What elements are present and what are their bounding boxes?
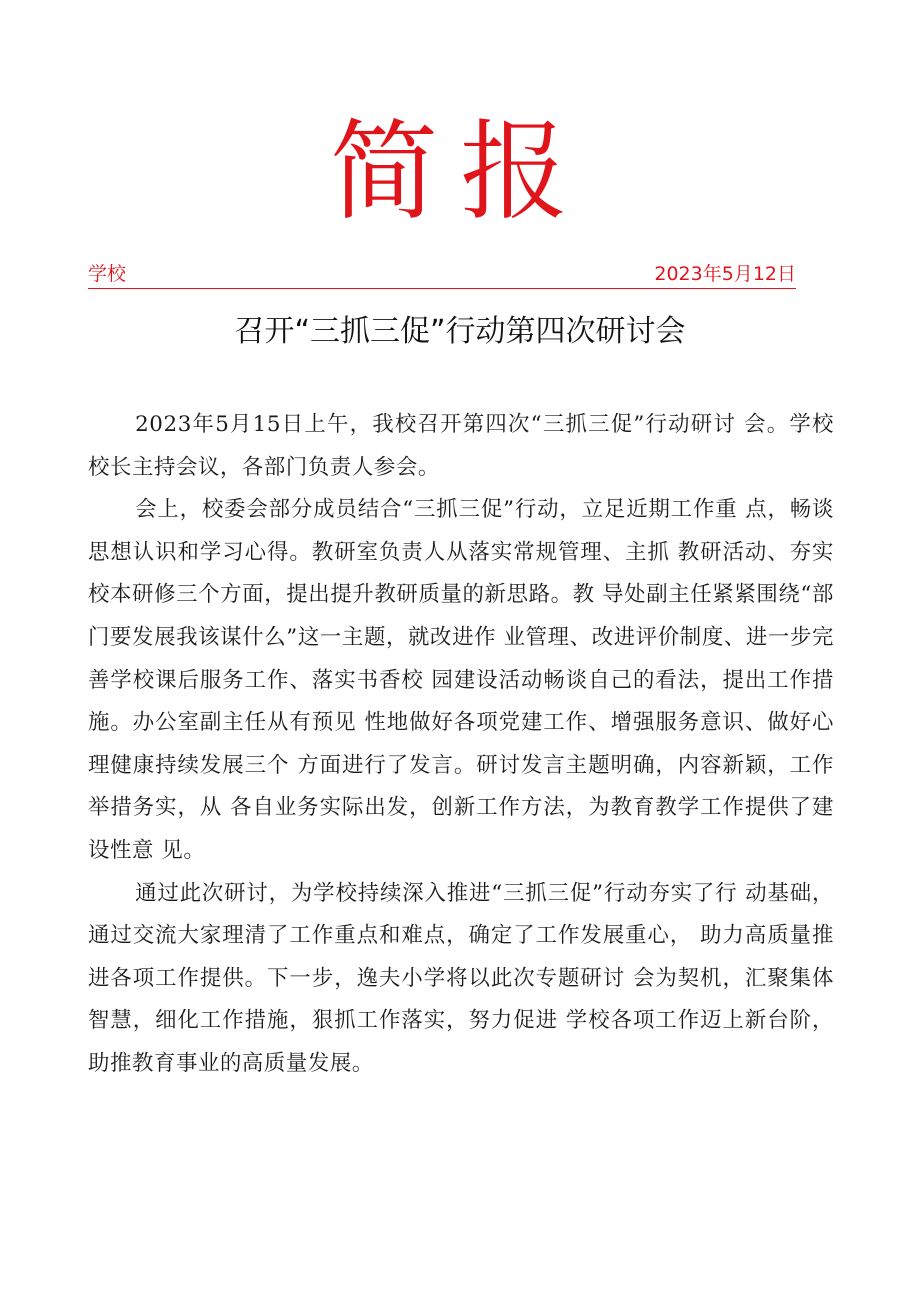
article-headline: 召开“三抓三促”行动第四次研讨会 bbox=[234, 314, 686, 349]
article-paragraph-3: 通过此次研讨，为学校持续深入推进“三抓三促”行动夯实了行 动基础，通过交流大家理清了工作重点和难点，确定了工作发展重心， 助力高质量推进各项工作提供。下一步，逸夫小学将以此次专题研讨 会为契机，汇聚集体智慧，细化工作措施，狠抓工作落实，努力促进 学校各项工作迈上新台阶，助推教育事业的高质量发展。 bbox=[88, 880, 834, 1076]
issue-date: 2023年5月12日 bbox=[654, 263, 796, 285]
issue-line bbox=[88, 260, 796, 289]
masthead-title: 简报 bbox=[329, 110, 590, 235]
issuing-organization: 学校 bbox=[88, 263, 127, 285]
article-paragraph-2: 会上，校委会部分成员结合“三抓三促”行动，立足近期工作重 点，畅谈思想认识和学习心得。教研室负责人从落实常规管理、主抓 教研活动、夯实校本研修三个方面，提出提升教研质量的新思路。教 导处副主任紧紧围绕“部门要发展我该谋什么”这一主题，就改进作 业管理、改进评价制度、进一步完善学校课后服务工作、落实书香校 园建设活动畅谈自己的看法，提出工作措施。办公室副主任从有预见 性地做好各项党建工作、增强服务意识、做好心理健康持续发展三个 方面进行了发言。研讨发言主题明确，内容新颖，工作举措务实，从 各自业务实际出发，创新工作方法，为教育教学工作提供了建设性意 见。 bbox=[88, 497, 834, 863]
article-paragraph-1: 2023年5月15日上午，我校召开第四次“三抓三促”行动研讨 会。学校校长主持会议，各部门负责人参会。 bbox=[88, 412, 834, 480]
article-body bbox=[88, 404, 834, 1086]
